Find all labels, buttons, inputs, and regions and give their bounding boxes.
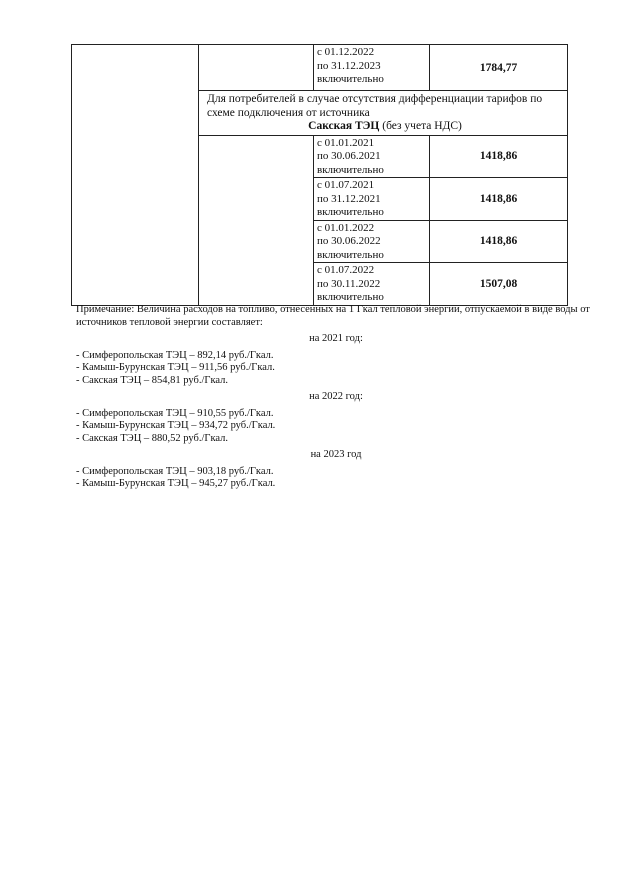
footnote bbox=[76, 304, 596, 491]
period-suffix: включительно bbox=[317, 206, 384, 218]
list-item: - Симферопольская ТЭЦ – 910,55 руб./Гкал. bbox=[76, 407, 274, 419]
list-item: - Сакская ТЭЦ – 854,81 руб./Гкал. bbox=[76, 374, 229, 386]
period-to: по 31.12.2023 bbox=[317, 59, 381, 72]
list-item: - Камыш-Бурунская ТЭЦ – 934,72 руб./Гкал. bbox=[76, 420, 276, 431]
year-label: на 2023 год bbox=[310, 449, 362, 460]
empty-cell bbox=[199, 135, 314, 305]
period-from: с 01.01.2021 bbox=[317, 136, 375, 149]
table-row bbox=[72, 45, 568, 91]
list-item: - Сакская ТЭЦ – 880,52 руб./Гкал. bbox=[76, 432, 229, 444]
period-from: с 01.07.2021 bbox=[317, 179, 375, 191]
period-suffix: включительно bbox=[317, 291, 384, 303]
period-to: по 30.06.2022 bbox=[317, 235, 381, 247]
group-header bbox=[199, 91, 568, 136]
period-cell bbox=[314, 45, 430, 91]
list-item: - Камыш-Бурунская ТЭЦ – 911,56 руб./Гкал. bbox=[76, 362, 275, 373]
tariff-value: 1418,86 bbox=[430, 135, 568, 178]
year-label: на 2021 год: bbox=[309, 333, 363, 344]
empty-cell bbox=[72, 45, 199, 306]
tariff-value: 1784,77 bbox=[430, 45, 568, 91]
footnote-intro: Примечание: Величина расходов на топливо, отнесенных на 1 Гкал тепловой энергии, отпускаемой в виде воды от источников тепловой энергии составляет: bbox=[76, 304, 590, 328]
tariff-value: 1418,86 bbox=[430, 220, 568, 263]
tariff-value: 1507,08 bbox=[430, 263, 568, 306]
period-to: по 31.12.2021 bbox=[317, 192, 381, 205]
period-from: с 01.07.2022 bbox=[317, 264, 375, 276]
period-cell bbox=[314, 135, 430, 178]
period-suffix: включительно bbox=[317, 163, 384, 176]
group-header-text: Для потребителей в случае отсутствия дифференциации тарифов по схеме подключения от источника bbox=[207, 93, 543, 119]
list-item: - Камыш-Бурунская ТЭЦ – 945,27 руб./Гкал. bbox=[76, 478, 276, 489]
period-cell bbox=[314, 220, 430, 263]
period-cell bbox=[314, 178, 430, 221]
list-item: - Симферопольская ТЭЦ – 903,18 руб./Гкал. bbox=[76, 465, 274, 477]
tariff-table bbox=[71, 44, 568, 306]
period-from: с 01.12.2022 bbox=[317, 46, 375, 58]
empty-cell bbox=[199, 45, 314, 91]
source-note: (без учета НДС) bbox=[382, 120, 462, 132]
year-label: на 2022 год: bbox=[309, 391, 363, 402]
source-name: Сакская ТЭЦ bbox=[308, 120, 380, 132]
source-line bbox=[207, 120, 563, 134]
period-from: с 01.01.2022 bbox=[317, 221, 375, 234]
period-to: по 30.06.2021 bbox=[317, 150, 381, 162]
list-item: - Симферопольская ТЭЦ – 892,14 руб./Гкал. bbox=[76, 349, 274, 361]
period-suffix: включительно bbox=[317, 73, 384, 85]
period-to: по 30.11.2022 bbox=[317, 277, 381, 290]
period-cell bbox=[314, 263, 430, 306]
tariff-value: 1418,86 bbox=[430, 178, 568, 221]
period-suffix: включительно bbox=[317, 248, 384, 261]
